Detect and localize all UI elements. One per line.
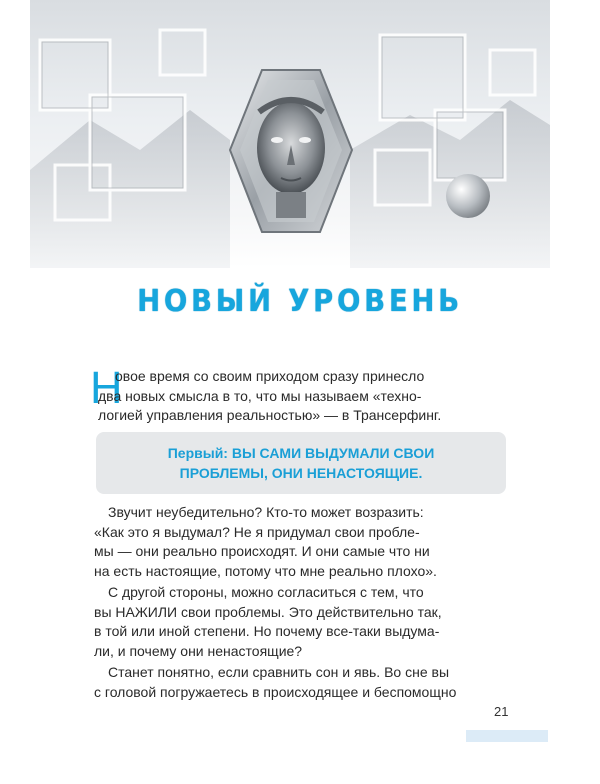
callout-text [100, 443, 502, 483]
paragraph-line: два новых смысла в то, что мы называем «техно- [98, 387, 422, 404]
paragraph-line: С другой стороны, можно согласиться с тем, что [108, 584, 424, 600]
paragraph-line: в той или иной степени. Но почему все-таки выдума- [94, 623, 440, 639]
paragraph-line: мы — они реально происходят. И они самые что ни [94, 543, 430, 559]
paragraph-line: Станет понятно, если сравнить сон и явь. Во сне вы [108, 664, 450, 680]
paragraph-line: ли, и почему они ненастоящие? [94, 642, 303, 659]
page-number: 21 [494, 704, 509, 719]
paragraph-line: Звучит неубедительно? Кто-то может возразить: [108, 504, 424, 520]
paragraph-line: логией управления реальностью» — в Трансерфинг. [98, 407, 442, 423]
paragraph-line: на есть настоящие, потому что мне реально плохо». [94, 562, 437, 579]
crystal-face-illustration [30, 0, 550, 268]
paragraph-line: вы НАЖИЛИ свои проблемы. Это действительно так, [94, 603, 442, 620]
callout-line: ПРОБЛЕМЫ, ОНИ НЕНАСТОЯЩИЕ. [179, 465, 423, 481]
body-paragraph [94, 583, 492, 661]
paragraph-line: «Как это я выдумал? Не я придумал свои пробле- [94, 523, 420, 540]
page-title: НОВЫЙ УРОВЕНЬ [137, 284, 463, 319]
callout-line: Первый: ВЫ САМИ ВЫДУМАЛИ СВОИ [167, 445, 435, 461]
page-number-bar [466, 730, 548, 742]
paragraph-line: с головой погружаетесь в происходящее и беспомощно [94, 683, 457, 700]
drop-cap: Н [90, 362, 123, 413]
hero-illustration [30, 0, 550, 268]
intro-paragraph [98, 367, 496, 426]
body-paragraph [94, 503, 492, 581]
body-paragraph [94, 663, 492, 702]
paragraph-line: овое время со своим приходом сразу принесло [115, 368, 425, 384]
